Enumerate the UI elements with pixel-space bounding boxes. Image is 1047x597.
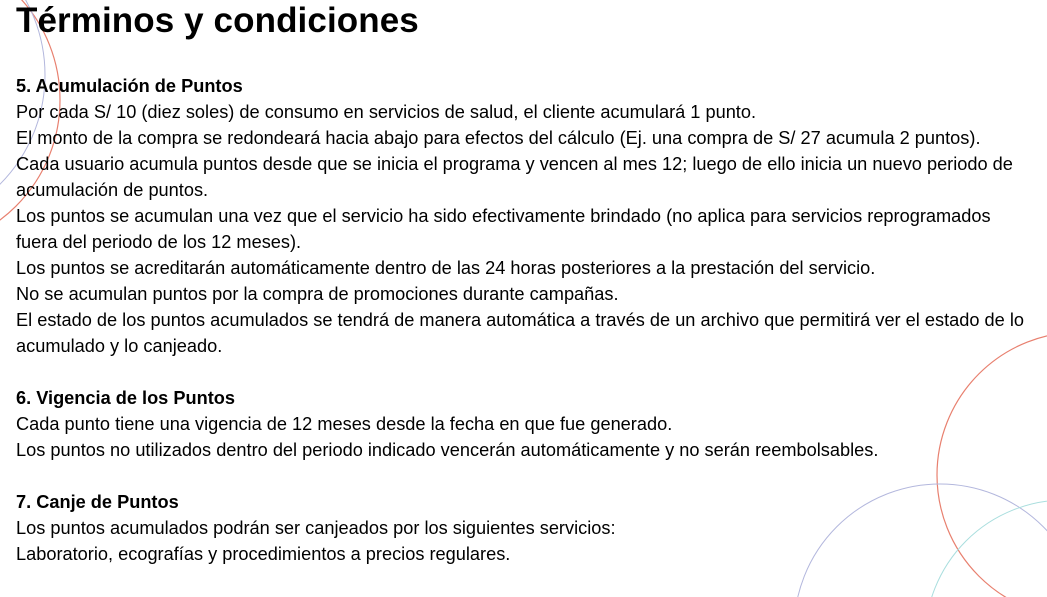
paragraph-line: Los puntos se acreditarán automáticamente dentro de las 24 horas posteriores a la prestación del servicio. — [16, 258, 876, 278]
page-title: Términos y condiciones — [16, 1, 419, 40]
section-canje — [16, 489, 1026, 567]
paragraph-line: Laboratorio, ecografías y procedimientos a precios regulares. — [16, 544, 511, 564]
section-vigencia — [16, 385, 1026, 463]
paragraph-line: El estado de los puntos acumulados se tendrá de manera automática a través de un archivo que permitirá ver el estado de lo acumulado y lo canjeado. — [16, 310, 1024, 356]
section-spacer — [16, 359, 1026, 385]
section-spacer — [16, 463, 1026, 489]
section-heading: 5. Acumulación de Puntos — [16, 76, 243, 96]
paragraph-line: Los puntos acumulados podrán ser canjeados por los siguientes servicios: — [16, 518, 616, 538]
paragraph-line: Cada usuario acumula puntos desde que se inicia el programa y vencen al mes 12; luego de ello inicia un nuevo periodo de acumulación de puntos. — [16, 154, 1013, 200]
paragraph-line: Por cada S/ 10 (diez soles) de consumo en servicios de salud, el cliente acumulará 1 punto. — [16, 102, 757, 122]
paragraph-line: El monto de la compra se redondeará hacia abajo para efectos del cálculo (Ej. una compra de S/ 27 acumula 2 puntos). — [16, 128, 981, 148]
paragraph-line: No se acumulan puntos por la compra de promociones durante campañas. — [16, 284, 619, 304]
terms-body — [16, 73, 1026, 567]
paragraph-line: Cada punto tiene una vigencia de 12 meses desde la fecha en que fue generado. — [16, 414, 673, 434]
paragraph-line: Los puntos se acumulan una vez que el servicio ha sido efectivamente brindado (no aplica para servicios reprogramados fuera del periodo de los 12 meses). — [16, 206, 991, 252]
section-heading: 6. Vigencia de los Puntos — [16, 388, 235, 408]
paragraph-line: Los puntos no utilizados dentro del periodo indicado vencerán automáticamente y no serán reembolsables. — [16, 440, 879, 460]
section-acumulacion — [16, 73, 1026, 359]
section-heading: 7. Canje de Puntos — [16, 492, 179, 512]
